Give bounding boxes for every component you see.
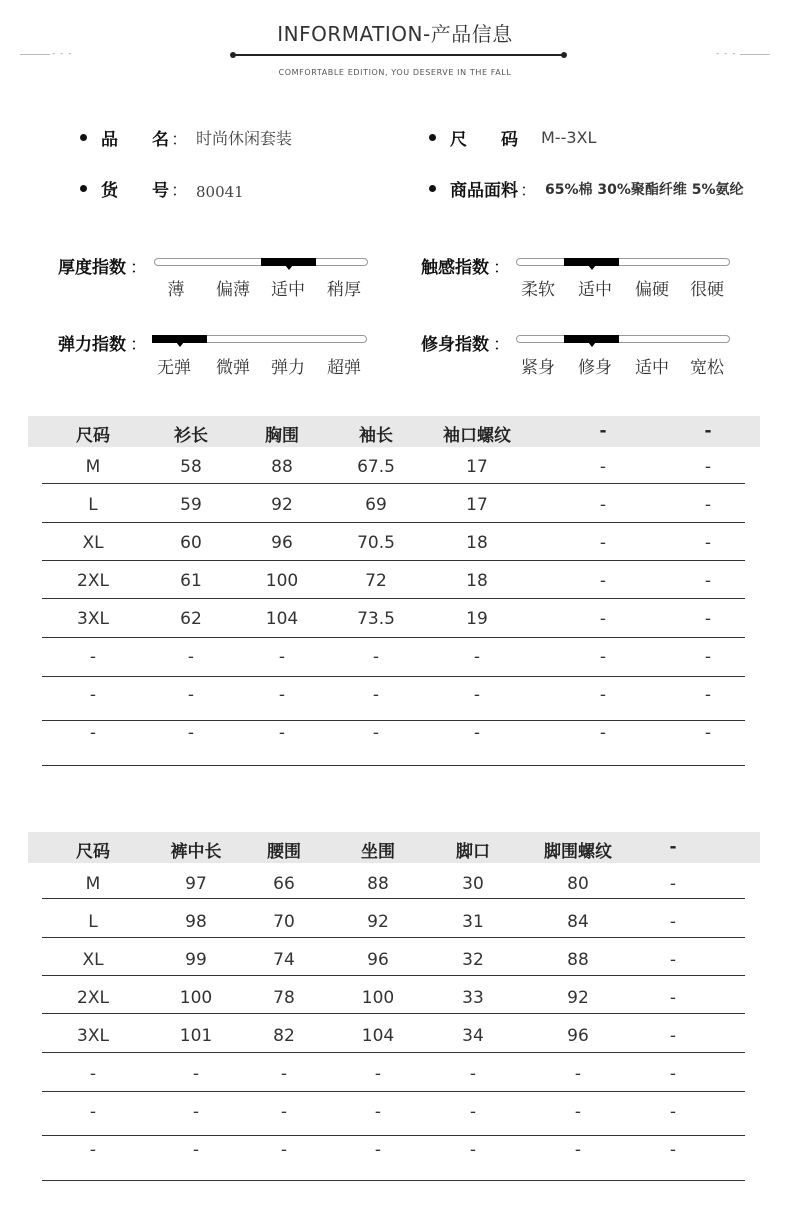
table-cell: 70.5 [357, 533, 395, 553]
table-cell: - [669, 988, 677, 1008]
row-divider [42, 720, 745, 721]
table-cell: 82 [273, 1026, 295, 1046]
info-product-name [80, 125, 292, 150]
table-cell: 98 [185, 912, 207, 932]
table-cell: - [704, 609, 712, 629]
colon: ： [171, 181, 188, 201]
table-cell: 97 [185, 874, 207, 894]
table-cell: 33 [462, 988, 484, 1008]
dash-right: - - - [716, 49, 737, 59]
table-cell: 92 [271, 495, 293, 515]
row-divider [42, 1180, 745, 1181]
option: 适中 [271, 280, 305, 300]
table-cell: 78 [273, 988, 295, 1008]
table-cell: - [704, 495, 712, 515]
table-cell: 67.5 [357, 457, 395, 477]
table-cell: - [192, 1064, 200, 1084]
table-cell: 62 [180, 609, 202, 629]
table-cell: - [599, 647, 607, 667]
table-cell: - [473, 685, 481, 705]
table-cell: 100 [265, 571, 299, 591]
option: 紧身 [521, 358, 555, 378]
table-header-cell: 袖口螺纹 [443, 426, 511, 446]
row-divider [42, 483, 745, 484]
table-cell: 88 [567, 950, 589, 970]
table-cell: 88 [367, 874, 389, 894]
row-divider [42, 598, 745, 599]
table-cell: - [473, 723, 481, 743]
thickness-indicator [261, 258, 316, 266]
table-cell: - [278, 723, 286, 743]
thickness-scale [154, 258, 368, 266]
table-cell: - [599, 609, 607, 629]
table-header-cell: 腰围 [267, 842, 301, 862]
row-divider [42, 676, 745, 677]
table-cell: 19 [466, 609, 488, 629]
table-header-row [28, 416, 760, 447]
table-header-cell: 袖长 [359, 426, 393, 446]
fit-index-label: 修身指数 ： [421, 335, 510, 355]
option: 弹力 [271, 358, 305, 378]
table-cell: 84 [567, 912, 589, 932]
option: 修身 [578, 358, 612, 378]
table-row [0, 874, 790, 912]
table-cell: 2XL [77, 571, 109, 591]
row-divider [42, 765, 745, 766]
table-cell: - [374, 1140, 382, 1160]
table-cell: 104 [265, 609, 299, 629]
table-cell: - [469, 1102, 477, 1122]
table-cell: 100 [361, 988, 395, 1008]
table-header-cell: 衫长 [174, 426, 208, 446]
table-cell: - [669, 1102, 677, 1122]
info-size [429, 125, 596, 150]
table-header-cell: 尺码 [76, 842, 110, 862]
colon: ： [171, 130, 188, 150]
option: 宽松 [690, 358, 724, 378]
table-cell: 59 [180, 495, 202, 515]
table-cell: - [278, 647, 286, 667]
option: 适中 [578, 280, 612, 300]
feel-index-label: 触感指数 ： [421, 258, 510, 278]
table-cell: 69 [365, 495, 387, 515]
table-cell: - [669, 912, 677, 932]
table-cell: - [574, 1064, 582, 1084]
option: 微弹 [216, 358, 250, 378]
table-cell: - [669, 1140, 677, 1160]
elasticity-index-label: 弹力指数 ： [58, 335, 147, 355]
table-row [0, 647, 790, 685]
table-cell: - [187, 723, 195, 743]
table-cell: 72 [365, 571, 387, 591]
table-cell: 17 [466, 495, 488, 515]
table-row [0, 1064, 790, 1102]
title-underline [233, 54, 564, 56]
feel-scale [516, 258, 730, 266]
table-cell: L [88, 495, 98, 515]
table-cell: - [374, 1102, 382, 1122]
table-cell: 17 [466, 457, 488, 477]
table-cell: - [89, 1102, 97, 1122]
fit-scale [516, 335, 730, 343]
table-cell: - [704, 533, 712, 553]
table-cell: - [599, 533, 607, 553]
table-cell: 70 [273, 912, 295, 932]
table-cell: - [599, 571, 607, 591]
row-divider [42, 898, 745, 899]
row-divider [42, 975, 745, 976]
table-cell: 99 [185, 950, 207, 970]
table-row [0, 1026, 790, 1064]
table-cell: - [704, 571, 712, 591]
table-cell: - [599, 495, 607, 515]
size-label: 尺 码 [450, 130, 518, 150]
table-cell: 96 [567, 1026, 589, 1046]
table-cell: 31 [462, 912, 484, 932]
table-cell: 92 [367, 912, 389, 932]
table-cell: 88 [271, 457, 293, 477]
table-cell: - [89, 685, 97, 705]
table-cell: - [704, 647, 712, 667]
option: 偏薄 [216, 280, 250, 300]
option: 偏硬 [635, 280, 669, 300]
row-divider [42, 522, 745, 523]
table-header-cell: - [704, 421, 712, 441]
dash-left: - - - [52, 49, 73, 59]
table-cell: - [187, 647, 195, 667]
row-divider [42, 1013, 745, 1014]
table-cell: - [704, 723, 712, 743]
table-cell: - [669, 1064, 677, 1084]
table-cell: - [280, 1064, 288, 1084]
size-value: M--3XL [541, 128, 597, 147]
table-cell: - [89, 1140, 97, 1160]
table-cell: 60 [180, 533, 202, 553]
option: 超弹 [327, 358, 361, 378]
table-cell: - [473, 647, 481, 667]
divider-left [20, 54, 50, 55]
table-row [0, 533, 790, 571]
table-cell: - [372, 723, 380, 743]
bullet-icon [80, 185, 87, 192]
elasticity-scale [152, 335, 367, 343]
table-cell: 101 [179, 1026, 213, 1046]
row-divider [42, 1091, 745, 1092]
table-cell: 100 [179, 988, 213, 1008]
table-cell: - [704, 685, 712, 705]
table-row [0, 723, 790, 761]
table-cell: - [669, 874, 677, 894]
table-row [0, 988, 790, 1026]
option: 无弹 [157, 358, 191, 378]
bullet-icon [80, 134, 87, 141]
table-cell: - [192, 1102, 200, 1122]
table-cell: XL [82, 533, 104, 553]
info-fabric [429, 176, 744, 201]
table-cell: - [89, 723, 97, 743]
table-cell: - [599, 685, 607, 705]
thickness-index-label: 厚度指数 ： [58, 258, 147, 278]
table-cell: 74 [273, 950, 295, 970]
table-cell: M [85, 457, 101, 477]
fit-indicator [564, 335, 619, 343]
table-header-cell: 裤中长 [170, 842, 222, 862]
table-cell: 30 [462, 874, 484, 894]
fabric-value: 65%棉 30%聚酯纤维 5%氨纶 [545, 181, 744, 198]
feel-indicator [564, 258, 619, 266]
table-cell: 92 [567, 988, 589, 1008]
table-cell: - [669, 1026, 677, 1046]
table-cell: - [469, 1140, 477, 1160]
table-header-cell: 胸围 [265, 426, 299, 446]
row-divider [42, 637, 745, 638]
table-cell: - [669, 950, 677, 970]
table-cell: 34 [462, 1026, 484, 1046]
option: 稍厚 [327, 280, 361, 300]
table-cell: - [89, 1064, 97, 1084]
table-cell: 104 [361, 1026, 395, 1046]
info-sku [80, 176, 244, 201]
table-cell: 3XL [77, 609, 109, 629]
table-cell: 58 [180, 457, 202, 477]
table-cell: - [89, 647, 97, 667]
row-divider [42, 1135, 745, 1136]
table-cell: - [187, 685, 195, 705]
table-cell: - [372, 647, 380, 667]
table-cell: 61 [180, 571, 202, 591]
table-cell: - [704, 457, 712, 477]
table-cell: - [280, 1102, 288, 1122]
table-row [0, 912, 790, 950]
row-divider [42, 1052, 745, 1053]
table-row [0, 457, 790, 495]
table-cell: 18 [466, 571, 488, 591]
table-cell: XL [82, 950, 104, 970]
table-cell: L [88, 912, 98, 932]
sku-value: 80041 [196, 182, 244, 201]
table-row [0, 1140, 790, 1178]
table-cell: - [469, 1064, 477, 1084]
row-divider [42, 560, 745, 561]
colon: ： [520, 181, 537, 201]
table-cell: - [599, 457, 607, 477]
table-cell: 18 [466, 533, 488, 553]
table-cell: - [192, 1140, 200, 1160]
fabric-label: 商品面料 [450, 181, 518, 201]
table-cell: 80 [567, 874, 589, 894]
table-cell: - [374, 1064, 382, 1084]
table-cell: 96 [271, 533, 293, 553]
table-header-cell: 脚口 [456, 842, 490, 862]
table-cell: - [574, 1140, 582, 1160]
table-row [0, 495, 790, 533]
option: 很硬 [690, 280, 724, 300]
table-cell: 3XL [77, 1026, 109, 1046]
product-name-value: 时尚休闲套装 [196, 129, 293, 148]
table-header-cell: 脚围螺纹 [544, 842, 612, 862]
table-cell: 73.5 [357, 609, 395, 629]
table-header-cell: 尺码 [76, 426, 110, 446]
table-row [0, 685, 790, 723]
table-row [0, 571, 790, 609]
bullet-icon [429, 185, 436, 192]
table-cell: 32 [462, 950, 484, 970]
table-header-cell: 坐围 [361, 842, 395, 862]
table-cell: - [280, 1140, 288, 1160]
table-header-cell: - [669, 837, 677, 857]
table-header-cell: - [599, 421, 607, 441]
elasticity-indicator [152, 335, 207, 343]
option: 适中 [635, 358, 669, 378]
bullet-icon [429, 134, 436, 141]
table-header-row [28, 832, 760, 863]
table-cell: M [85, 874, 101, 894]
option: 柔软 [521, 280, 555, 300]
table-cell: 66 [273, 874, 295, 894]
sku-label: 货 号 [101, 181, 169, 201]
row-divider [42, 937, 745, 938]
table-cell: - [599, 723, 607, 743]
table-cell: - [372, 685, 380, 705]
table-row [0, 950, 790, 988]
table-cell: - [278, 685, 286, 705]
table-row [0, 609, 790, 647]
table-cell: 2XL [77, 988, 109, 1008]
table-cell: - [574, 1102, 582, 1122]
table-cell: 96 [367, 950, 389, 970]
option: 薄 [167, 280, 185, 300]
divider-right [740, 54, 770, 55]
page-subtitle: COMFORTABLE EDITION, YOU DESERVE IN THE FALL [278, 68, 512, 77]
page-title: INFORMATION-产品信息 [277, 22, 513, 46]
product-name-label: 品 名 [101, 130, 169, 150]
